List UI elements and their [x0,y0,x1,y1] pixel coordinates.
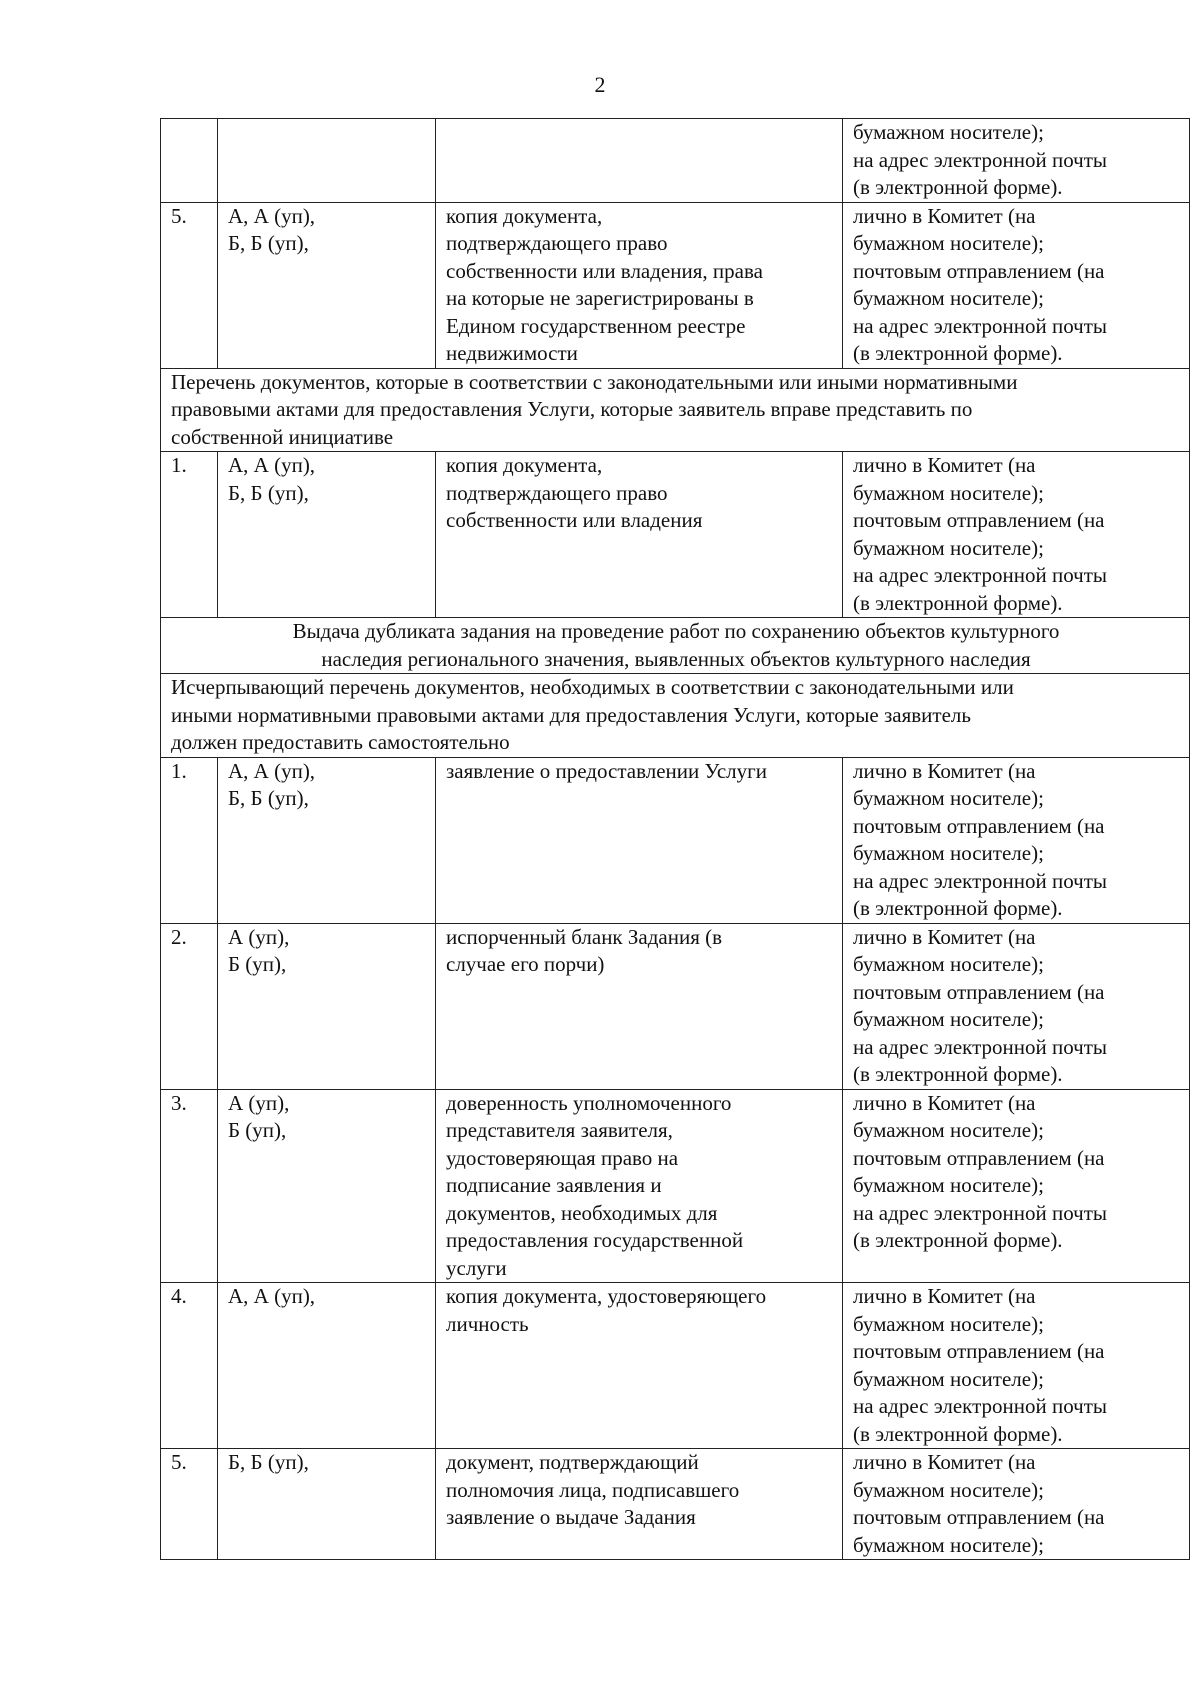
section-header-row [161,368,1190,452]
row-number-cell [161,202,218,368]
row-number-cell [161,1449,218,1560]
cell-text-line: почтовым отправлением (на [853,508,1105,532]
cell-text-line: бумажном носителе); [853,480,1044,505]
cell-text-line: Б (уп), [228,1118,287,1142]
cell-text-line: удостоверяющая право на [446,1145,679,1170]
cell-text-line: копия документа, [446,203,603,228]
cell-text-line: почтовым отправлением (на [853,258,1105,283]
cell-text-line: 3. [171,1090,187,1115]
cell-text-line: лично в Комитет (на [853,1284,1036,1308]
cell-text-line: лично в Комитет (на [853,203,1036,228]
cell-text-line: заявление о выдаче Задания [446,1505,696,1529]
cell-text-line: 1. [171,758,187,783]
applicant-category-cell [218,1089,436,1283]
table-row [161,923,1190,1089]
cell-text-line: документов, необходимых для [446,1200,718,1225]
table-row [161,452,1190,618]
cell-text-line: бумажном носителе); [853,786,1044,810]
cell-text-line: Б, Б (уп), [228,786,309,810]
submission-method-cell [843,452,1190,618]
row-number-cell [161,452,218,618]
cell-text-line: 4. [171,1284,187,1308]
cell-text-line: копия документа, удостоверяющего [446,1284,767,1308]
cell-text-line: (в электронной форме). [853,1062,1063,1086]
cell-text-line: А (уп), [228,1090,290,1115]
row-number-cell [161,1089,218,1283]
cell-text-line: бумажном носителе); [853,231,1044,255]
cell-text-line: собственности или владения [446,508,703,532]
cell-text-line: услуги [446,1255,507,1280]
cell-text-line: (в электронной форме). [853,1228,1063,1252]
cell-text-line: на которые не зарегистрированы в [446,286,754,310]
document-name-cell [436,1283,843,1449]
cell-text-line: на адрес электронной почты [853,563,1108,587]
row-number-cell [161,1283,218,1449]
cell-text-line: представителя заявителя, [446,1118,673,1142]
document-name-cell [436,452,843,618]
cell-text-line: бумажном носителе); [853,1007,1044,1031]
cell-text-line: бумажном носителе); [853,1311,1044,1336]
cell-text-line: бумажном носителе); [853,1532,1044,1557]
cell-text-line: на адрес электронной почты [853,313,1108,338]
submission-method-cell [843,1449,1190,1560]
applicant-category-cell [218,1283,436,1449]
cell-text-line: А, А (уп), [228,1284,316,1308]
submission-method-cell [843,757,1190,923]
submission-method-cell [843,923,1190,1089]
section-header-cell [161,674,1190,758]
cell-text-line: Б, Б (уп), [228,231,309,255]
cell-text-line: Исчерпывающий перечень документов, необходимых в соответствии с законодательными или [171,675,1014,699]
table-row [161,757,1190,923]
applicant-category-cell [218,202,436,368]
cell-text-line: 1. [171,453,187,477]
cell-text-line: собственности или владения, права [446,258,763,283]
submission-method-cell [843,1283,1190,1449]
applicant-category-cell [218,757,436,923]
row-number-cell [161,757,218,923]
page-number: 2 [594,72,606,97]
cell-text-line: личность [446,1311,529,1336]
cell-text-line: почтовым отправлением (на [853,1339,1105,1363]
cell-text-line: иными нормативными правовыми актами для предоставления Услуги, которые заявитель [171,702,971,727]
cell-text-line: (в электронной форме). [853,896,1063,920]
documents-table-body [161,119,1190,1560]
cell-text-line: 2. [171,924,187,949]
cell-text-line: на адрес электронной почты [853,1200,1108,1225]
document-name-cell [436,202,843,368]
cell-text-line: бумажном носителе); [853,1118,1044,1142]
submission-method-cell [843,119,1190,203]
row-number-cell [161,923,218,1089]
section-header-row [161,674,1190,758]
table-row [161,1449,1190,1560]
document-name-cell [436,757,843,923]
cell-text-line: копия документа, [446,453,603,477]
section-header-cell [161,368,1190,452]
cell-text-line: на адрес электронной почты [853,1034,1108,1059]
cell-text-line: 5. [171,203,187,228]
document-name-cell [436,1449,843,1560]
table-row [161,1089,1190,1283]
cell-text-line: случае его порчи) [446,952,605,976]
cell-text-line: должен предоставить самостоятельно [171,730,510,754]
cell-text-line: бумажном носителе); [853,535,1044,560]
cell-text-line: доверенность уполномоченного [446,1090,732,1115]
table-row [161,119,1190,203]
applicant-category-cell [218,923,436,1089]
row-number-cell [161,119,218,203]
cell-text-line: лично в Комитет (на [853,453,1036,477]
section-header-row [161,618,1190,674]
table-row [161,202,1190,368]
cell-text-line: предоставления государственной [446,1228,744,1252]
cell-text-line: А, А (уп), [228,453,316,477]
cell-text-line: заявление о предоставлении Услуги [446,758,767,783]
cell-text-line: Перечень документов, которые в соответствии с законодательными или иными нормативными [171,369,1018,394]
cell-text-line: 5. [171,1450,187,1474]
cell-text-line: лично в Комитет (на [853,924,1036,949]
applicant-category-cell [218,1449,436,1560]
cell-text-line: подписание заявления и [446,1173,662,1197]
document-name-cell [436,923,843,1089]
cell-text-line: полномочия лица, подписавшего [446,1477,740,1502]
cell-text-line: Б, Б (уп), [228,480,309,505]
cell-text-line: документ, подтверждающий [446,1450,699,1474]
cell-text-line: (в электронной форме). [853,341,1063,365]
cell-text-line: правовыми актами для предоставления Услуги, которые заявитель вправе представить по [171,397,973,421]
cell-text-line: недвижимости [446,341,578,365]
cell-text-line: Едином государственном реестре [446,313,746,338]
submission-method-cell [843,1089,1190,1283]
applicant-category-cell [218,119,436,203]
cell-text-line: подтверждающего право [446,480,668,505]
cell-text-line: наследия регионального значения, выявленных объектов культурного наследия [321,646,1031,671]
cell-text-line: лично в Комитет (на [853,1090,1036,1115]
cell-text-line: на адрес электронной почты [853,147,1108,172]
section-header-cell [161,618,1190,674]
cell-text-line: почтовым отправлением (на [853,1145,1105,1170]
cell-text-line: (в электронной форме). [853,1421,1063,1446]
cell-text-line: А, А (уп), [228,758,316,783]
cell-text-line: лично в Комитет (на [853,758,1036,783]
cell-text-line: почтовым отправлением (на [853,979,1105,1004]
submission-method-cell [843,202,1190,368]
cell-text-line: бумажном носителе); [853,1366,1044,1391]
cell-text-line: испорченный бланк Задания (в [446,924,723,949]
cell-text-line: лично в Комитет (на [853,1450,1036,1474]
applicant-category-cell [218,452,436,618]
cell-text-line: А, А (уп), [228,203,316,228]
cell-text-line: бумажном носителе); [853,120,1044,144]
documents-table [160,118,1190,1560]
document-name-cell [436,119,843,203]
cell-text-line: на адрес электронной почты [853,868,1108,893]
cell-text-line: подтверждающего право [446,231,668,255]
cell-text-line: бумажном носителе); [853,952,1044,976]
cell-text-line: на адрес электронной почты [853,1394,1108,1418]
cell-text-line: бумажном носителе); [853,1477,1044,1502]
cell-text-line: бумажном носителе); [853,1173,1044,1197]
cell-text-line: бумажном носителе); [853,286,1044,310]
cell-text-line: (в электронной форме). [853,590,1063,615]
cell-text-line: А (уп), [228,924,290,949]
cell-text-line: бумажном носителе); [853,841,1044,865]
cell-text-line: собственной инициативе [171,424,394,449]
cell-text-line: Б (уп), [228,952,287,976]
cell-text-line: почтовым отправлением (на [853,813,1105,838]
table-row [161,1283,1190,1449]
cell-text-line: почтовым отправлением (на [853,1505,1105,1529]
document-name-cell [436,1089,843,1283]
cell-text-line: Выдача дубликата задания на проведение работ по сохранению объектов культурного [292,619,1060,643]
cell-text-line: Б, Б (уп), [228,1450,309,1474]
cell-text-line: (в электронной форме). [853,175,1063,199]
